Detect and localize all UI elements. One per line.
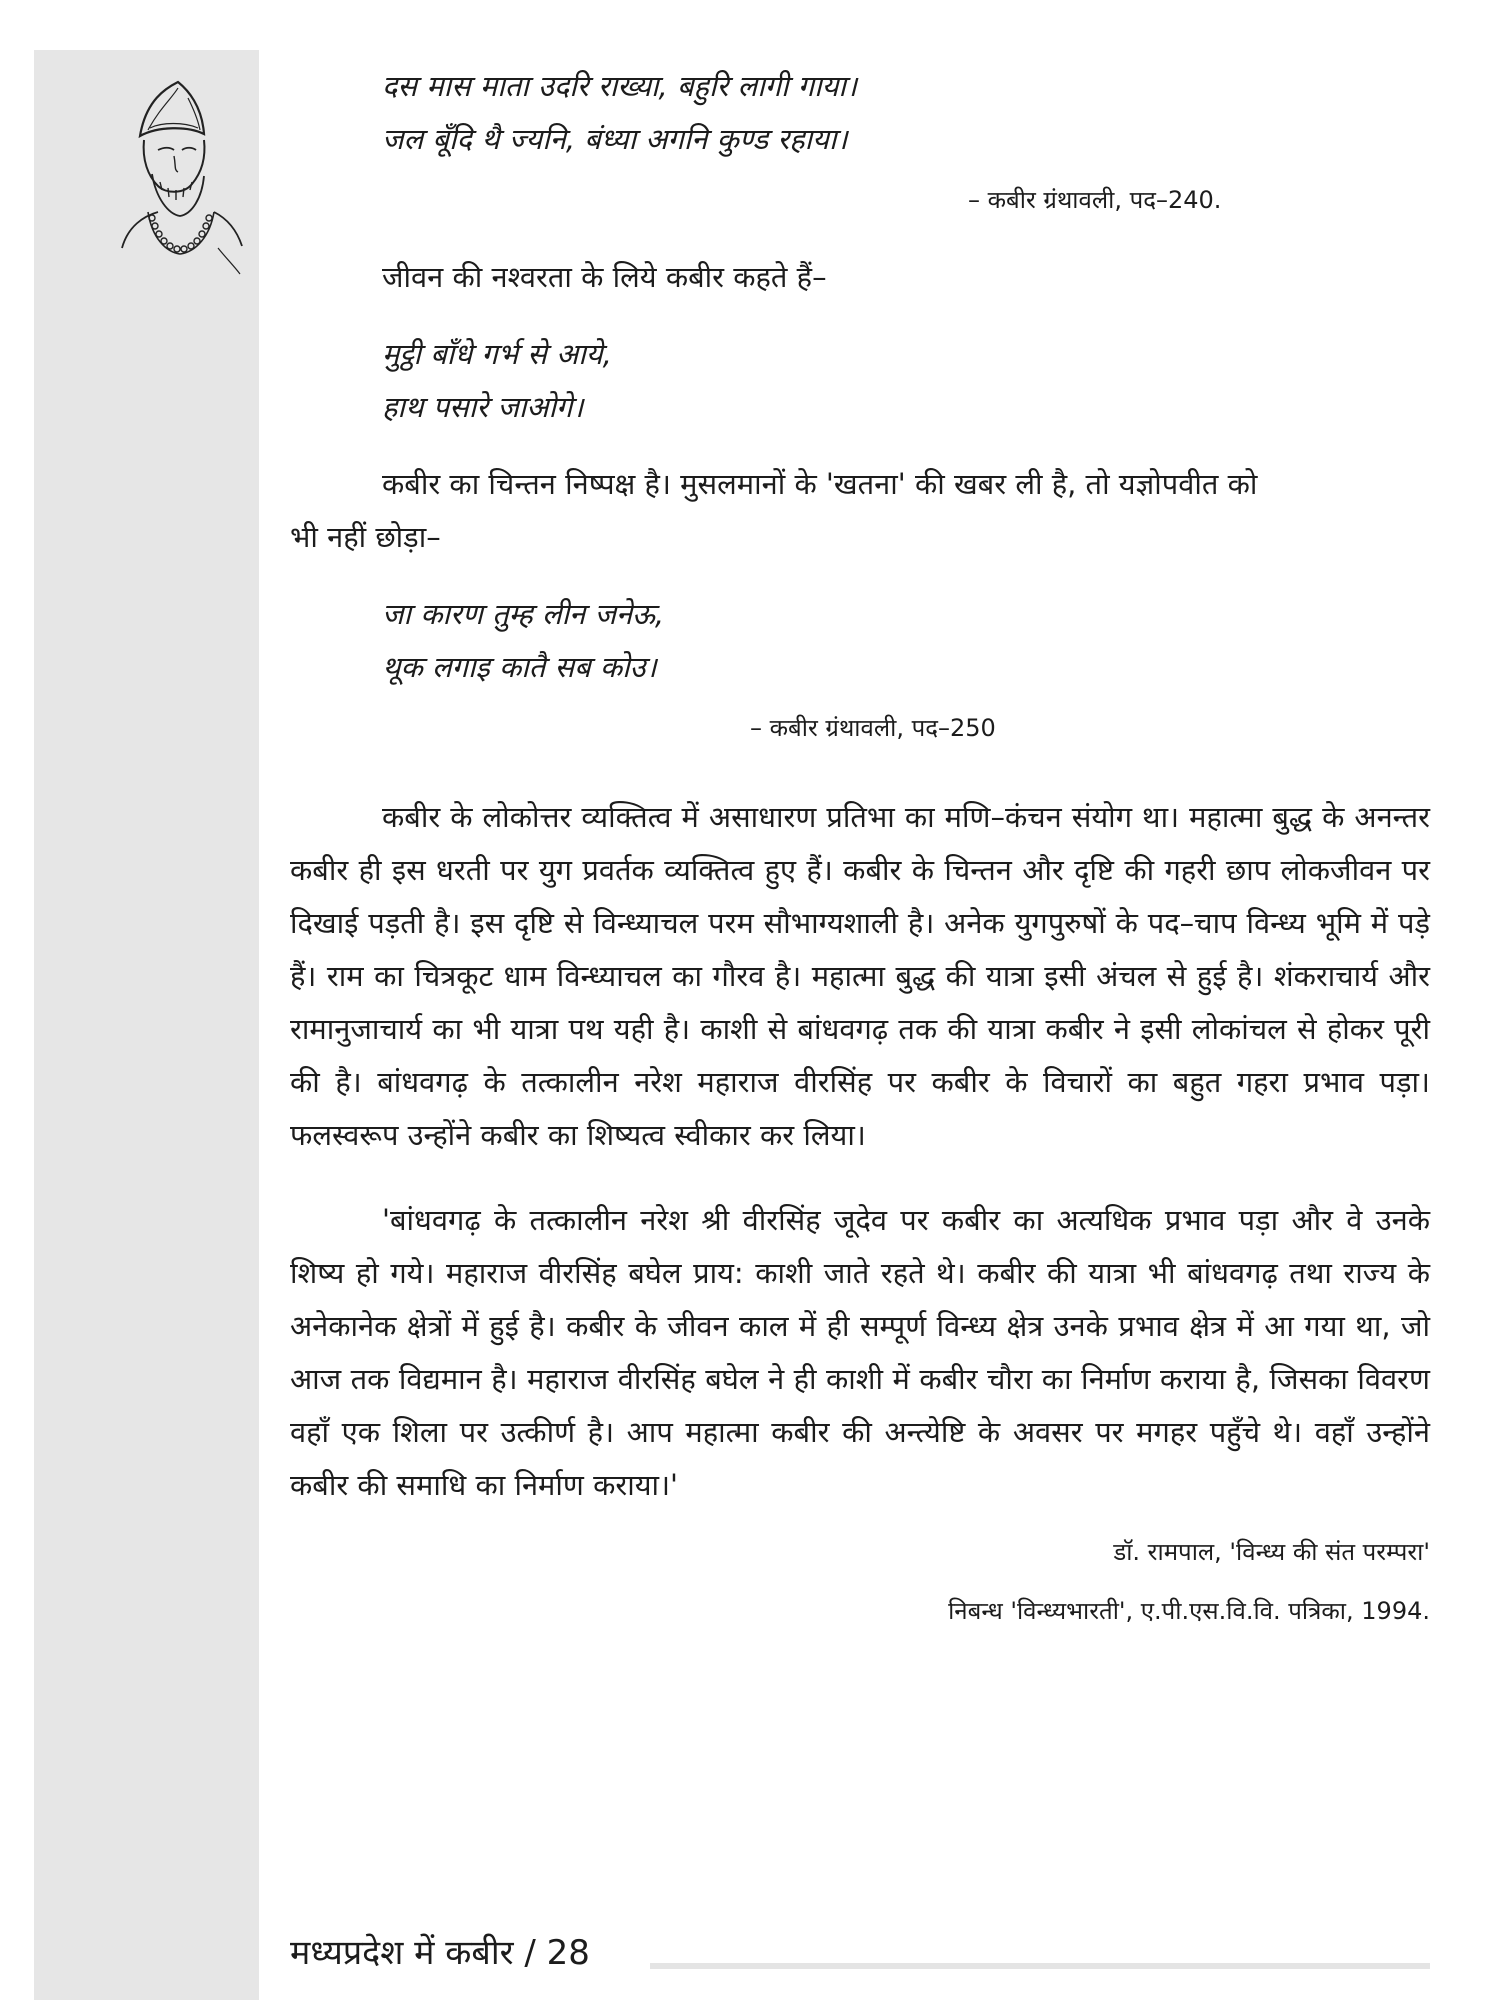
page-content <box>290 60 1430 1638</box>
page-footer: मध्यप्रदेश में कबीर / 28 <box>290 1933 590 1973</box>
paragraph <box>290 458 1430 564</box>
verse-block <box>290 60 1430 166</box>
verse-block <box>290 328 1430 434</box>
verse-line: हाथ पसारे जाओगे। <box>382 390 584 424</box>
kabir-portrait-sketch <box>118 78 248 278</box>
quote-source: डॉ. रामपाल, 'विन्ध्य की संत परम्परा' <box>1113 1538 1430 1566</box>
paragraph: कबीर के लोकोत्तर व्यक्तित्व में असाधारण प्रतिभा का मणि–कंचन संयोग था। महात्मा बुद्ध के अनन्तर कबीर ही इस धरती पर युग प्रवर्तक व्यक्तित्व हुए हैं। कबीर के चिन्तन और दृष्टि की गहरी छाप लोकजीवन पर दिखाई पड़ती है। इस दृष्टि से विन्ध्याचल परम सौभाग्यशाली है। अनेक युगपुरुषों के पद–चाप विन्ध्य भूमि में पड़े हैं। राम का चित्रकूट धाम विन्ध्याचल का गौरव है। महात्मा बुद्ध की यात्रा इसी अंचल से हुई है। शंकराचार्य और रामानुजाचार्य का भी यात्रा पथ यही है। काशी से बांधवगढ़ तक की यात्रा कबीर ने इसी लोकांचल से होकर पूरी की है। बांधवगढ़ के तत्कालीन नरेश महाराज वीरसिंह पर कबीर के विचारों का बहुत गहरा प्रभाव पड़ा। फलस्वरूप उन्होंने कबीर का शिष्यत्व स्वीकार कर लिया। <box>290 800 1430 1152</box>
verse-block <box>290 588 1430 694</box>
verse-line: दस मास माता उदरि राख्या, बहुरि लागी गाया। <box>382 69 857 103</box>
verse-line: जल बूँदि थै ज्यनि, बंध्या अगनि कुण्ड रहाया। <box>382 122 848 156</box>
citation: – कबीर ग्रंथावली, पद–240. <box>968 186 1222 214</box>
verse-line: थूक लगाइ कातै सब कोउ। <box>382 650 657 684</box>
paragraph-line: कबीर का चिन्तन निष्पक्ष है। मुसलमानों के 'खतना' की खबर ली है, तो यज्ञोपवीत को <box>382 467 1258 501</box>
paragraph: जीवन की नश्वरता के लिये कबीर कहते हैं– <box>382 260 827 294</box>
verse-line: मुट्ठी बाँधे गर्भ से आये, <box>382 337 612 371</box>
citation: – कबीर ग्रंथावली, पद–250 <box>750 714 996 742</box>
margin-band <box>34 50 259 2000</box>
quote-source: निबन्ध 'विन्ध्यभारती', ए.पी.एस.वि.वि. पत्रिका, 1994. <box>948 1597 1430 1625</box>
paragraph-line: भी नहीं छोड़ा– <box>290 520 441 554</box>
footer-rule <box>650 1963 1430 1969</box>
verse-line: जा कारण तुम्ह लीन जनेऊ, <box>382 597 665 631</box>
block-quote: 'बांधवगढ़ के तत्कालीन नरेश श्री वीरसिंह जूदेव पर कबीर का अत्यधिक प्रभाव पड़ा और वे उनके शिष्य हो गये। महाराज वीरसिंह बघेल प्राय: काशी जाते रहते थे। कबीर की यात्रा भी बांधवगढ़ तथा राज्य के अनेकानेक क्षेत्रों में हुई है। कबीर के जीवन काल में ही सम्पूर्ण विन्ध्य क्षेत्र उनके प्रभाव क्षेत्र में आ गया था, जो आज तक विद्यमान है। महाराज वीरसिंह बघेल ने ही काशी में कबीर चौरा का निर्माण कराया है, जिसका विवरण वहाँ एक शिला पर उत्कीर्ण है। आप महात्मा कबीर की अन्त्येष्टि के अवसर पर मगहर पहुँचे थे। वहाँ उन्होंने कबीर की समाधि का निर्माण कराया।' <box>290 1203 1430 1502</box>
